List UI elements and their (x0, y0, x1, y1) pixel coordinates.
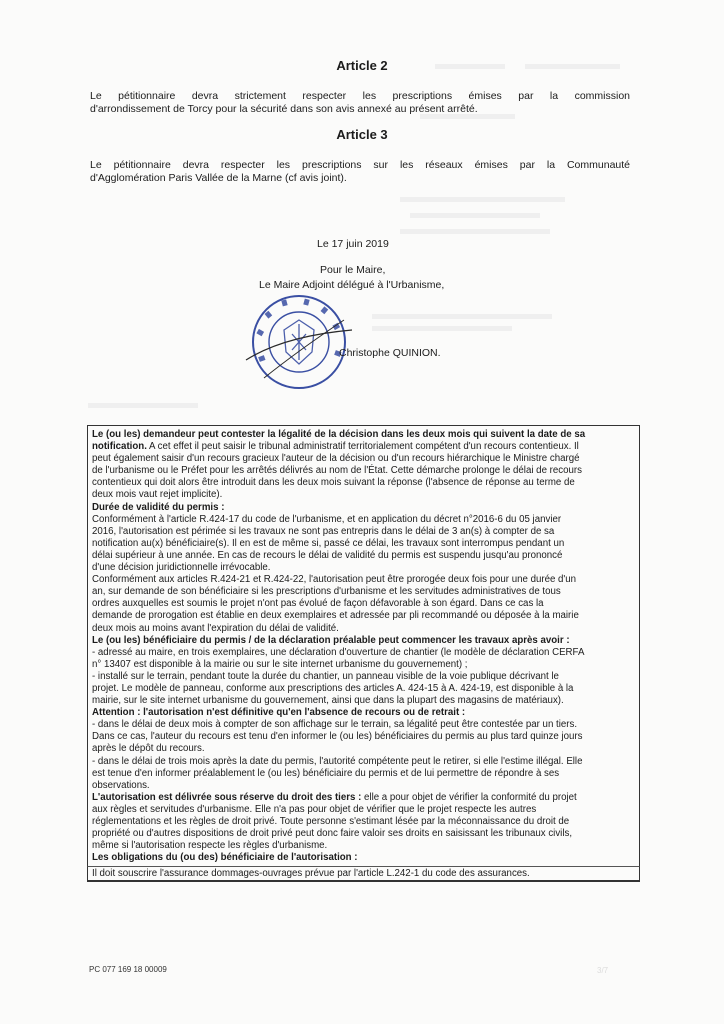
notice-line: Conformément aux articles R.424-21 et R.424-22, l'autorisation peut être prorogée deux fois pour une durée d'un (92, 574, 577, 586)
article-3-line: d'Agglomération Paris Vallée de la Marne (cf avis joint). (90, 172, 347, 184)
notice-line: 2016, l'autorisation est périmée si les travaux ne sont pas entrepris dans le délai de 3 an(s) à compter de sa (92, 525, 555, 537)
notice-line: délai supérieur à une année. En cas de recours le délai de validité du permis est suspendu jusqu'au prononcé (92, 549, 563, 561)
article-3-text (90, 159, 630, 185)
permit-reference: PC 077 169 18 00009 (89, 965, 167, 974)
notice-line: an, sur demande de son bénéficiaire si les prescriptions d'urbanisme et les servitudes administratives de tous (92, 586, 561, 598)
signature-date: Le 17 juin 2019 (317, 238, 389, 250)
article-2-title: Article 2 (336, 58, 388, 73)
notice-line: n° 13407 est disponible à la mairie ou sur le site internet urbanisme du gouvernement) ; (92, 658, 468, 670)
notice-line: elle a pour objet de vérifier la conformité du projet (361, 791, 577, 803)
notice-line: deux mois au moins avant l'expiration du délai de validité. (92, 622, 339, 634)
page-number: 3/7 (597, 966, 609, 975)
signature-line-2: Le Maire Adjoint délégué à l'Urbanisme, (259, 279, 445, 291)
notice-line: même si l'autorisation respecte les règles d'urbanisme. (92, 840, 328, 852)
notice-line: Conformément à l'article R.424-17 du code de l'urbanisme, et en application du décret n°2016-6 du 05 janvier (92, 513, 562, 525)
signatory-name: Christophe QUINION. (339, 347, 441, 359)
notice-line: demande de prorogation est établie en deux exemplaires et adressée par pli recommandé ou déposée à la mairie (92, 610, 579, 622)
notice-line: est tenue d'en informer préalablement le (ou les) bénéficiaire du permis et de lui permettre de répondre à ses (92, 767, 560, 779)
notice-line: de l'urbanisme ou le Préfet pour les arrêtés délivrés au nom de l'État. Cette démarche prolonge le délai de recours (92, 465, 582, 477)
article-2-text (90, 90, 630, 116)
article-2-line: d'arrondissement de Torcy pour la sécurité dans son avis annexé au présent arrêté. (90, 103, 478, 115)
show-through-mark (88, 403, 198, 408)
show-through-mark (372, 314, 552, 319)
notice-line: deux mois vaut rejet implicite). (92, 489, 223, 501)
notice-line: contentieux qui doit alors être introduit dans les deux mois suivant la réponse (l'absence de réponse au terme de (92, 477, 575, 489)
show-through-mark (372, 326, 512, 331)
notice-line: aux règles et servitudes d'urbanisme. Elle n'a pas pour objet de vérifier que le projet respecte les autres (92, 803, 537, 815)
notice-line: A cet effet il peut saisir le tribunal administratif territorialement compétent d'un recours contentieux. Il (146, 441, 579, 453)
show-through-mark (410, 213, 540, 218)
article-3-title: Article 3 (336, 127, 388, 142)
notice-line: peut également saisir d'un recours gracieux l'auteur de la décision ou d'un recours hiérarchique le Ministre chargé (92, 453, 580, 465)
notice-heading-third-party: L'autorisation est délivrée sous réserve du droit des tiers : (92, 791, 362, 803)
notice-heading-contest-end: notification. (92, 441, 147, 453)
notice-heading-obligations: Les obligations du (ou des) bénéficiaire de l'autorisation : (92, 852, 358, 864)
article-3-line: Le pétitionnaire devra respecter les prescriptions sur les réseaux émises par la Communauté (90, 159, 630, 171)
legal-notice-text (92, 429, 633, 864)
notice-line: propriété ou d'autres dispositions de droit privé peut donc faire valoir ses droits en saisissant les tribunaux civils, (92, 828, 573, 840)
show-through-mark (400, 197, 565, 202)
insurance-text: Il doit souscrire l'assurance dommages-ouvrages prévue par l'article L.242-1 du code des assurances. (92, 868, 530, 879)
notice-line: - installé sur le terrain, pendant toute la durée du chantier, un panneau visible de la voie publique décrivant le (92, 670, 559, 682)
notice-line: - adressé au maire, en trois exemplaires, une déclaration d'ouverture de chantier (le modèle de déclaration CERFA (92, 646, 585, 658)
notice-line: réglementations et les règles de droit privé. Toute personne s'estimant lésée par la méconnaissance du droit de (92, 816, 570, 827)
notice-line: - dans le délai de deux mois à compter de son affichage sur le terrain, sa légalité peut être contestée par un tiers. (92, 719, 578, 731)
notice-line: ordres auxquelles est soumis le projet n'ont pas évolué de façon défavorable à son égard. Dans ce cas la (92, 598, 544, 610)
notice-line: notification au(x) bénéficiaire(s). Il en est de même si, passé ce délai, les travaux sont interrompus pendant un (92, 537, 565, 549)
notice-line: mairie, sur le site internet urbanisme du gouvernement, ainsi que dans la plupart des magasins de matériaux). (92, 695, 564, 707)
show-through-mark (400, 229, 550, 234)
article-2-line: Le pétitionnaire devra strictement respecter les prescriptions émises par la commission (90, 90, 630, 102)
notice-heading-attention: Attention : l'autorisation n'est définitive qu'en l'absence de recours ou de retrait : (92, 707, 466, 719)
notice-line: observations. (92, 779, 150, 791)
notice-line: projet. Le modèle de panneau, conforme aux prescriptions des articles A. 424-15 à A. 424-19, est disponible à la (92, 682, 574, 694)
notice-line: Dans ce cas, l'auteur du recours est tenu d'en informer le (ou les) bénéficiaires du permis au plus tard quinze jours (92, 731, 583, 743)
notice-heading-works: Le (ou les) bénéficiaire du permis / de la déclaration préalable peut commencer les travaux après avoir : (92, 634, 570, 646)
notice-line: - dans le délai de trois mois après la date du permis, l'autorité compétente peut le retirer, si elle l'estime illégal. Elle (92, 755, 583, 767)
notice-heading-contest: Le (ou les) demandeur peut contester la légalité de la décision dans les deux mois qui suivent la date de sa (92, 429, 586, 440)
notice-line: d'une décision juridictionnelle irrévocable. (92, 562, 271, 574)
notice-heading-validity: Durée de validité du permis : (92, 501, 225, 513)
town-hall-stamp (244, 290, 354, 394)
signature-line-1: Pour le Maire, (320, 264, 386, 276)
notice-line: après le dépôt du recours. (92, 743, 205, 755)
